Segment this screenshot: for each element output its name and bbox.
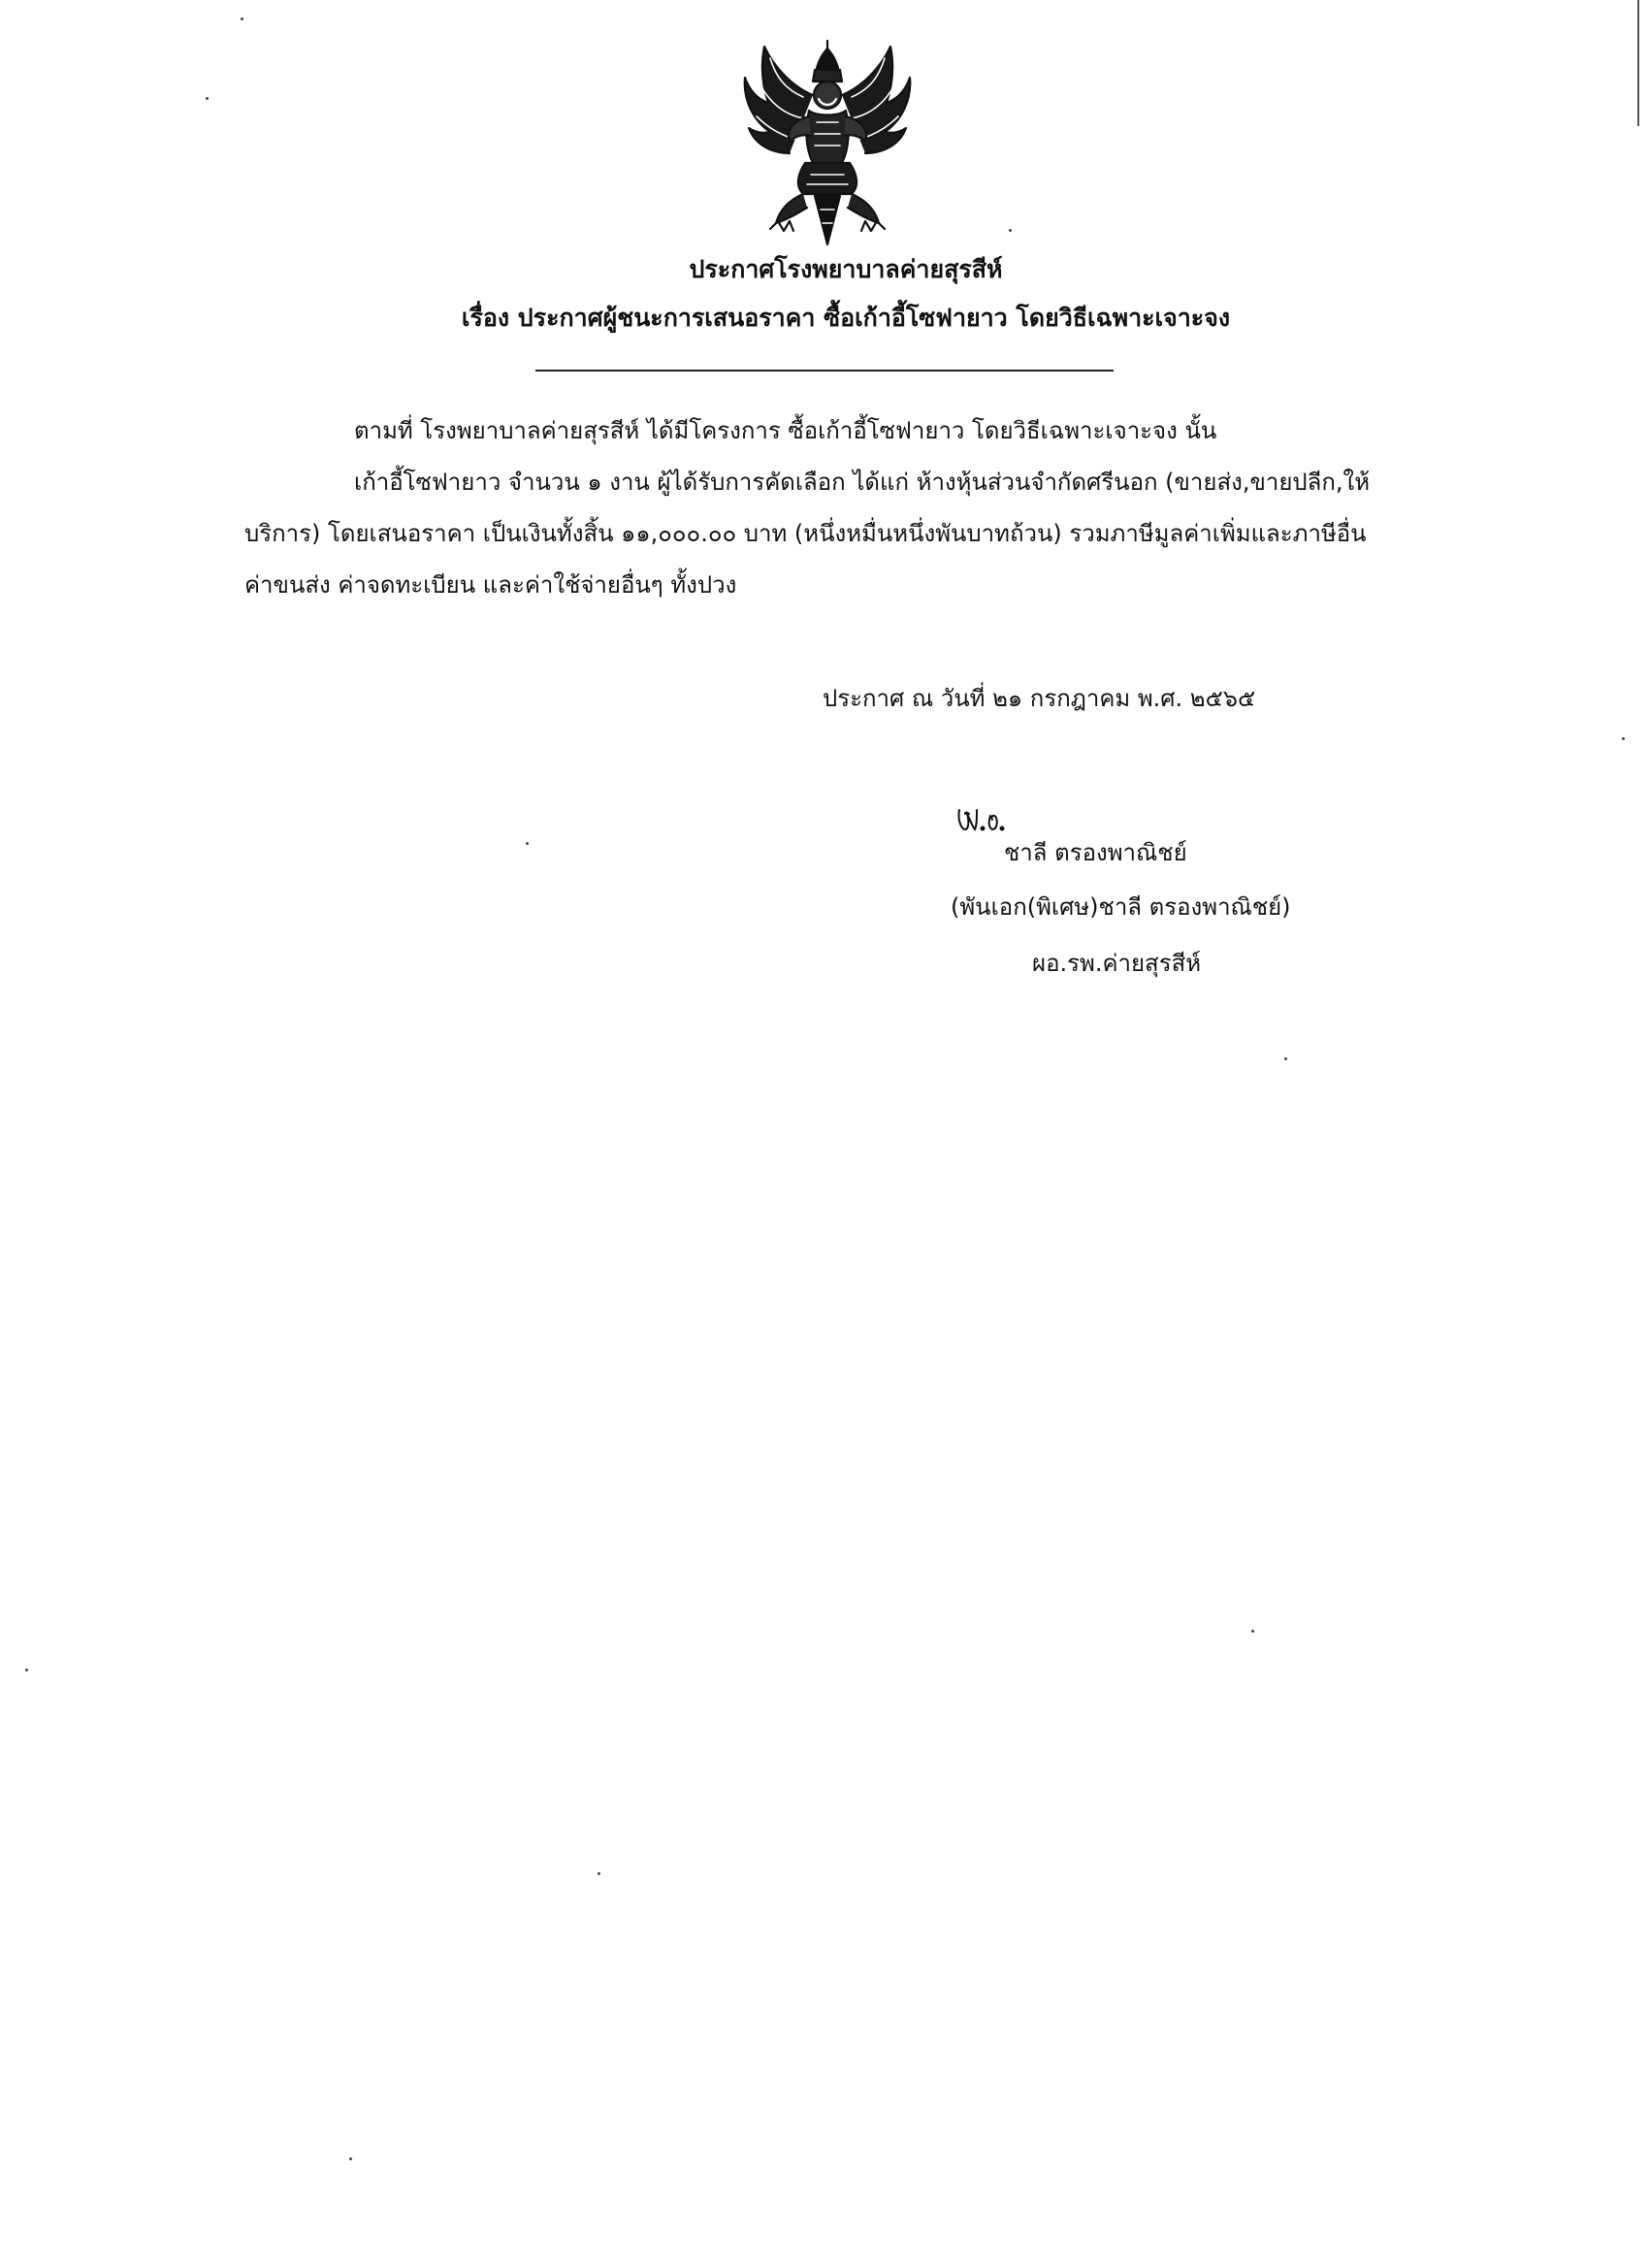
scan-speck <box>1284 1057 1287 1060</box>
scan-speck <box>526 842 529 845</box>
document-title: ประกาศโรงพยาบาลค่ายสุรสีห์ <box>689 255 1003 283</box>
body-line-1: ตามที่ โรงพยาบาลค่ายสุรสีห์ ได้มีโครงการ ซื้อเก้าอี้โซฟายาว โดยวิธีเฉพาะเจาะจง นั้น <box>354 417 1217 444</box>
scan-speck <box>25 1669 28 1671</box>
document-subject: เรื่อง ประกาศผู้ชนะการเสนอราคา ซื้อเก้าอี้โซฟายาว โดยวิธีเฉพาะเจาะจง <box>461 304 1231 332</box>
scan-speck <box>1009 229 1012 232</box>
scan-speck <box>241 17 243 20</box>
scan-speck <box>598 1872 600 1875</box>
signatory-full-name: (พันเอก(พิเศษ)ชาลี ตรองพาณิชย์) <box>951 893 1291 921</box>
body-line-3: บริการ) โดยเสนอราคา เป็นเงินทั้งสิ้น ๑๑,๐๐๐.๐๐ บาท (หนึ่งหมื่นหนึ่งพันบาทถ้วน) รวมภาษีมูลค่าเพิ่มและภาษีอื่น <box>244 520 1367 547</box>
garuda-emblem-icon <box>735 39 920 247</box>
scan-speck <box>1622 737 1625 740</box>
title-divider <box>535 370 1114 372</box>
signatory-name: ชาลี ตรองพาณิชย์ <box>1004 839 1187 866</box>
signatory-position: ผอ.รพ.ค่ายสุรสีห์ <box>1032 950 1202 977</box>
scan-speck <box>1251 1630 1254 1633</box>
scan-speck <box>349 2157 352 2160</box>
scan-margin-mark <box>1637 0 1639 126</box>
scan-speck <box>206 97 209 100</box>
body-line-4: ค่าขนส่ง ค่าจดทะเบียน และค่าใช้จ่ายอื่นๆ ทั้งปวง <box>244 571 737 599</box>
body-line-2: เก้าอี้โซฟายาว จำนวน ๑ งาน ผู้ได้รับการคัดเลือก ได้แก่ ห้างหุ้นส่วนจำกัดศรีนอก (ขายส่ง,ขายปลีก,ให้ <box>354 469 1371 496</box>
announcement-date: ประกาศ ณ วันที่ ๒๑ กรกฎาคม พ.ศ. ๒๕๖๕ <box>823 685 1256 712</box>
